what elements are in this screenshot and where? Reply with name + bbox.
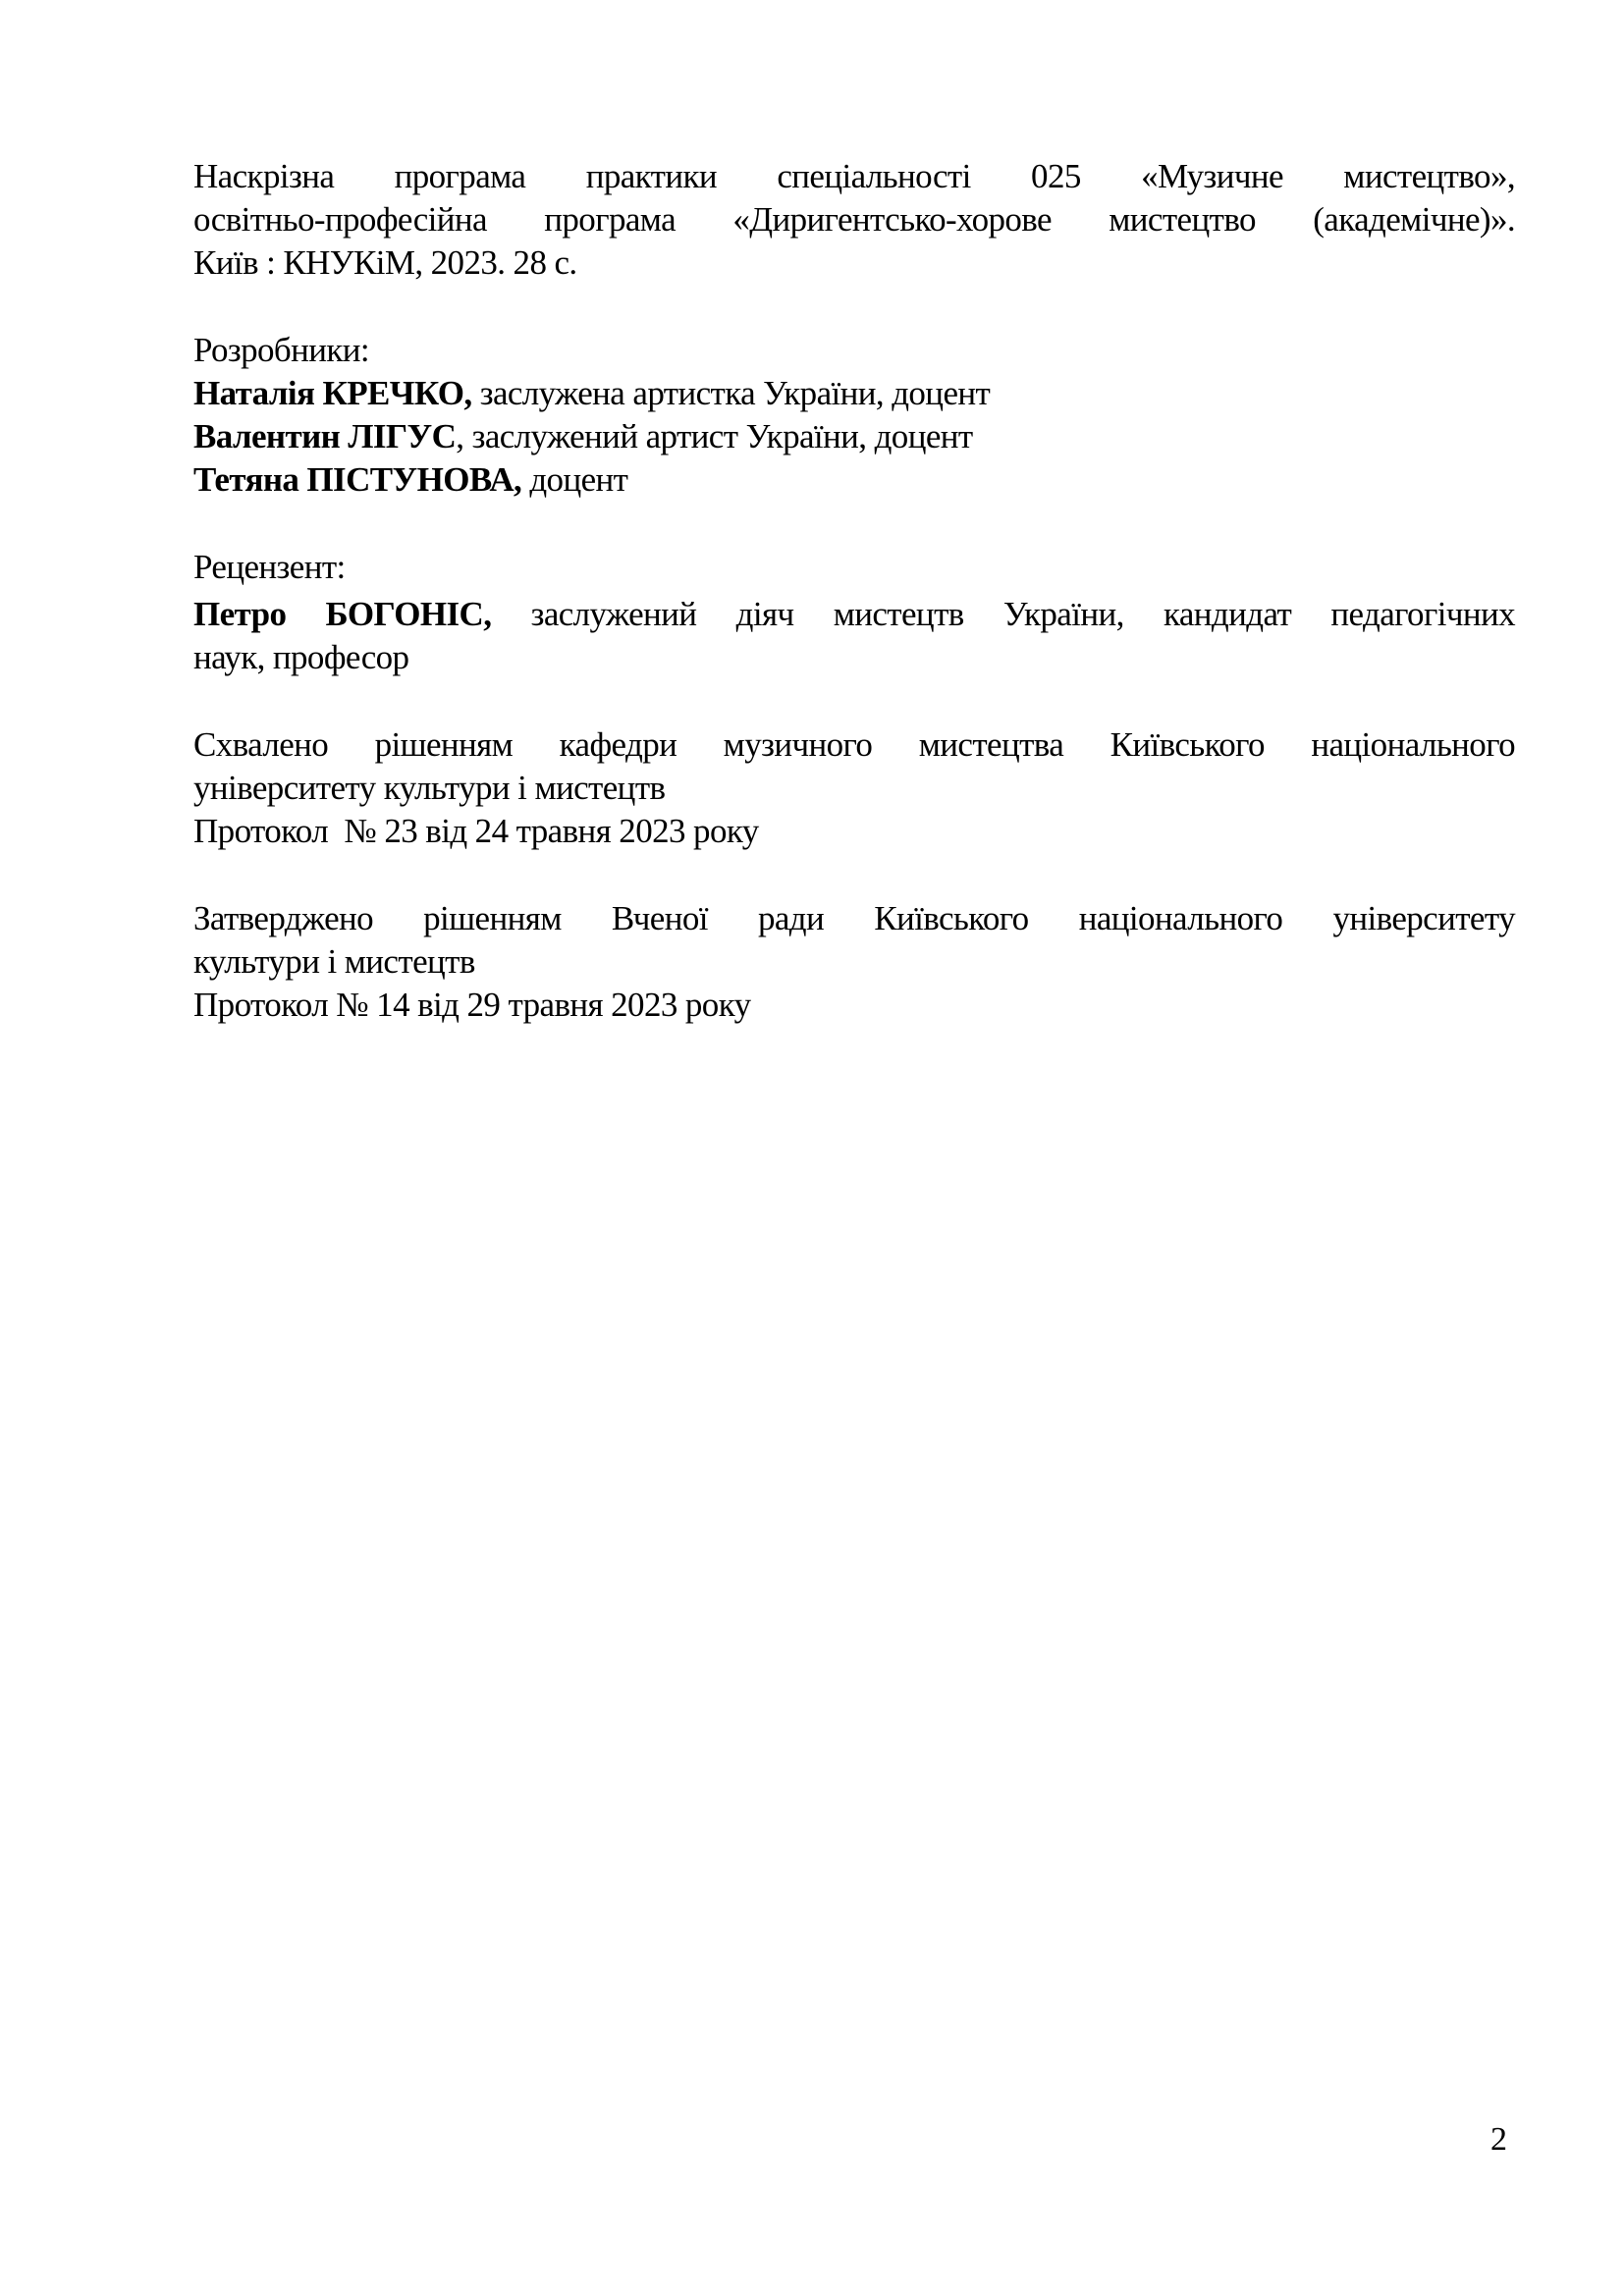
citation-line-1: Наскрізна програма практики спеціальності 025 «Музичне мистецтво»,: [193, 157, 1515, 195]
citation-block: [193, 155, 1515, 285]
developer-title: , заслужений артист України, доцент: [456, 417, 973, 455]
council-approval-line-2: культури і мистецтв: [193, 942, 475, 981]
reviewer-block: [193, 546, 1515, 679]
reviewer-title: заслужений діяч мистецтв України, кандидат педагогічних: [491, 595, 1515, 633]
council-approval-block: [193, 897, 1515, 1027]
developer-entry: [193, 415, 1515, 458]
council-protocol: Протокол № 14 від 29 травня 2023 року: [193, 986, 751, 1024]
department-approval-line-1: Схвалено рішенням кафедри музичного мистецтва Київського національного: [193, 725, 1515, 764]
developer-entry: [193, 372, 1515, 415]
page-content: [193, 155, 1515, 1071]
department-approval-line-2: університету культури і мистецтв: [193, 769, 666, 807]
developer-name: Тетяна ПІСТУНОВА,: [193, 460, 522, 499]
developer-name: Валентин ЛІГУС: [193, 417, 457, 455]
developer-title: доцент: [521, 460, 628, 499]
page-number: 2: [1490, 2121, 1507, 2158]
reviewer-name: Петро БОГОНІС,: [193, 595, 492, 633]
reviewer-heading: Рецензент:: [193, 548, 346, 586]
citation-line-3: Київ : КНУКіМ, 2023. 28 с.: [193, 243, 577, 282]
developers-heading: Розробники:: [193, 331, 370, 369]
reviewer-title-continued: наук, професор: [193, 638, 409, 676]
developers-block: [193, 329, 1515, 502]
department-protocol: Протокол № 23 від 24 травня 2023 року: [193, 812, 759, 850]
citation-line-2: освітньо-професійна програма «Диригентсько-хорове мистецтво (академічне)».: [193, 200, 1515, 239]
developer-title: заслужена артистка України, доцент: [471, 374, 991, 412]
reviewer-entry: [193, 593, 1515, 636]
developer-name: Наталія КРЕЧКО,: [193, 374, 472, 412]
department-approval-block: [193, 723, 1515, 853]
council-approval-line-1: Затверджено рішенням Вченої ради Київського національного університету: [193, 899, 1515, 937]
developer-entry: [193, 458, 1515, 502]
